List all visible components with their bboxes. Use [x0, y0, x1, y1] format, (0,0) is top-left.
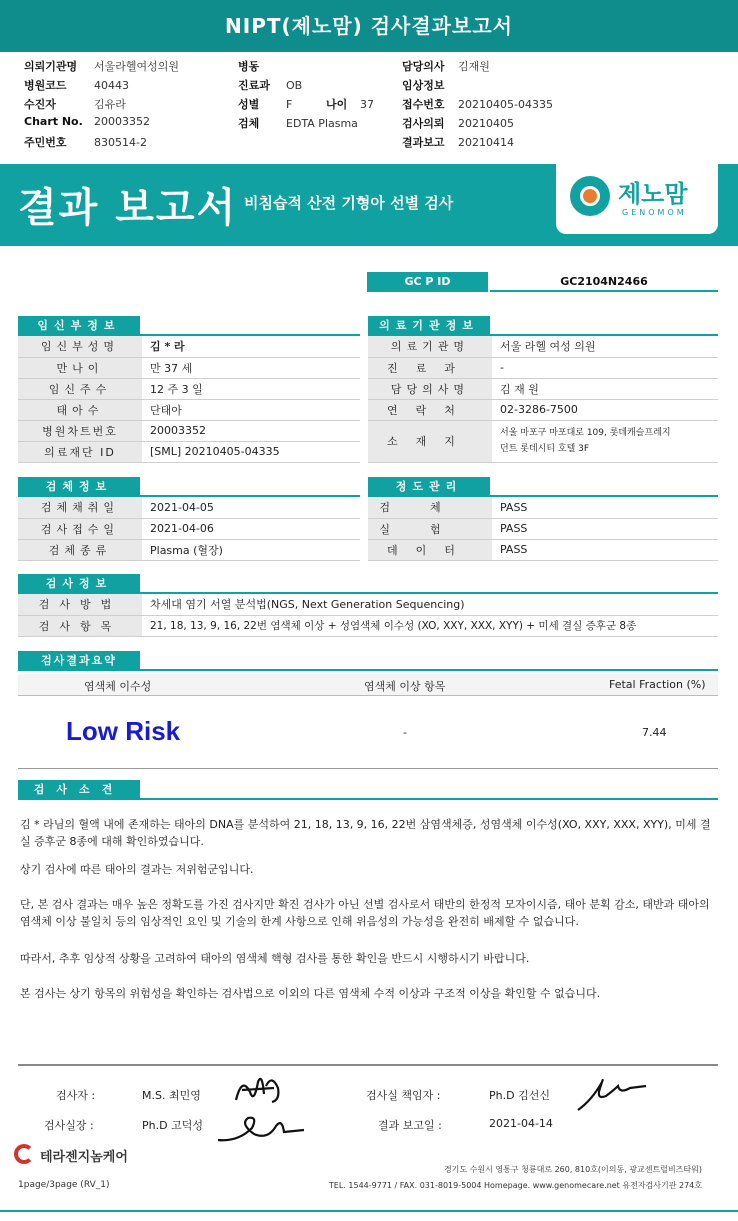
- field-value: 김 재 원: [492, 378, 718, 399]
- field-label: 병원차트번호: [18, 420, 142, 441]
- header-row: [24, 134, 147, 150]
- age-label: 나이: [326, 98, 348, 111]
- header-key: 검체: [238, 117, 260, 130]
- field-label: 연락처: [368, 399, 492, 420]
- field-value: PASS: [492, 497, 718, 518]
- summary-section-tag: 검사결과요약: [18, 651, 140, 671]
- header-row: [238, 115, 358, 131]
- table-row: [368, 357, 718, 378]
- header-key: 검사의뢰: [402, 117, 445, 130]
- field-label: 검체: [368, 497, 492, 518]
- table-row: [18, 420, 360, 441]
- table-row: [18, 594, 718, 615]
- qc-table: [368, 497, 718, 561]
- field-value: 12 주 3 일: [142, 378, 360, 399]
- field-value: 20003352: [142, 420, 360, 441]
- header-value: 40443: [94, 79, 129, 92]
- tester-label: 검사자 :: [56, 1089, 96, 1102]
- field-label: 의료기관명: [368, 336, 492, 357]
- table-row: [368, 399, 718, 420]
- gcpid-label: GC P ID: [367, 272, 488, 292]
- header-row: [402, 96, 553, 112]
- report-date-label: 결과 보고일 :: [378, 1119, 442, 1132]
- table-row: [18, 441, 360, 462]
- table-row: [368, 539, 718, 560]
- header-row-age: [326, 96, 374, 112]
- header-row: [238, 58, 286, 74]
- field-label: 담당의사명: [368, 378, 492, 399]
- table-row: [18, 539, 360, 560]
- header-value: 20210405-04335: [458, 98, 553, 111]
- address-line-1: 서울 마포구 마포대로 109, 롯데캐슬프레지: [500, 428, 671, 438]
- specimen-section-tag: 검체정보: [18, 477, 140, 497]
- qc-section-tag: 정도관리: [368, 477, 490, 497]
- banner-subtitle: 비침습적 산전 기형아 선별 검사: [244, 194, 454, 212]
- institution-table: [368, 336, 718, 463]
- field-value: 2021-04-06: [142, 518, 360, 539]
- bottom-rule: [0, 1210, 738, 1212]
- field-label: 검사접수일: [18, 518, 142, 539]
- finding-paragraph-5: 본 검사는 상기 항목의 위험성을 확인하는 검사법으로 이외의 다른 염색체 수적 이상과 구조적 이상을 확인할 수 없습니다.: [20, 987, 601, 1000]
- age-value: 37: [360, 98, 374, 111]
- header-value: 20210414: [458, 136, 514, 149]
- table-row: [18, 336, 360, 357]
- footer-contact-line: TEL. 1544-9771 / FAX. 031-8019-5004 Homepage. www.genomecare.net 유전자검사기관 274호: [328, 1181, 702, 1190]
- field-label: 의료재단 ID: [18, 441, 142, 462]
- field-value: 만 37 세: [142, 357, 360, 378]
- findings-section-tag: 검사소견: [18, 780, 140, 800]
- specimen-table: [18, 497, 360, 561]
- header-value: 830514-2: [94, 136, 147, 149]
- lab-head-label: 검사실 책임자 :: [366, 1089, 441, 1102]
- header-value: EDTA Plasma: [286, 117, 358, 130]
- header-key: 진료과: [238, 79, 270, 92]
- table-row: [18, 399, 360, 420]
- field-value: [SML] 20210405-04335: [142, 441, 360, 462]
- field-label: 만나이: [18, 357, 142, 378]
- header-key: 성별: [238, 98, 260, 111]
- header-value: 서울라헬여성의원: [94, 60, 180, 73]
- field-label: 진료과: [368, 357, 492, 378]
- table-row: [368, 518, 718, 539]
- field-value: -: [492, 357, 718, 378]
- field-value: [492, 420, 718, 462]
- field-label: 검사방법: [18, 594, 142, 615]
- finding-paragraph-3: 단, 본 검사 결과는 매우 높은 정확도를 가진 검사지만 확진 검사가 아닌 선별 검사로서 태반의 한정적 모자이시즘, 태아 분획 감소, 태반과 태아의 염색체 이상 불일치 등의 임상적인 요인 및 기술의 한계 사항으로 인해 위음성의 가능성을 완전히 배제할 수 없습니다.: [20, 898, 710, 928]
- banner-title: 결과 보고서: [18, 185, 238, 231]
- field-label: 실험: [368, 518, 492, 539]
- section-divider: [18, 669, 718, 671]
- field-value: PASS: [492, 539, 718, 560]
- header-key: 접수번호: [402, 98, 445, 111]
- result-banner: [0, 164, 738, 246]
- field-label: 검체종류: [18, 539, 142, 560]
- footer-address-line: 경기도 수원시 영통구 청룡대로 260, 810호(이의동, 광교센트럴비즈타워): [443, 1165, 702, 1174]
- field-value: 차세대 염기 서열 분석법(NGS, Next Generation Sequencing): [142, 594, 718, 615]
- section-divider: [18, 798, 718, 800]
- header-row: [238, 96, 292, 112]
- logo-mark-inner: [580, 186, 600, 206]
- summary-fetal-fraction-value: 7.44: [642, 726, 667, 739]
- header-row: [402, 115, 514, 131]
- institution-section-tag: 의료기관정보: [368, 316, 490, 336]
- report-title: [0, 0, 738, 52]
- test-info-section-tag: 검사정보: [18, 574, 140, 594]
- result-low-risk: Low Risk: [66, 716, 181, 746]
- field-label: 태아수: [18, 399, 142, 420]
- header-key: 병원코드: [24, 79, 67, 92]
- logo-sub: GENOMOM: [622, 208, 687, 217]
- field-label: 검체채취일: [18, 497, 142, 518]
- field-value: 단태아: [142, 399, 360, 420]
- logo-name: 제노맘: [618, 180, 688, 208]
- table-row: [18, 497, 360, 518]
- header-key: 결과보고: [402, 136, 445, 149]
- patient-table: [18, 336, 360, 463]
- header-row: [24, 77, 129, 93]
- table-row: [18, 615, 718, 636]
- finding-paragraph-1: 김 * 라님의 혈액 내에 존재하는 태아의 DNA를 분석하여 21, 18, 13, 9, 16, 22번 삼염색체증, 성염색체 이수성(XO, XXY, XXX, XYY), 미세 결실 증후군 8종에 대해 확인하였습니다.: [20, 818, 711, 848]
- field-value: Plasma (혈장): [142, 539, 360, 560]
- genomom-logo: [556, 164, 718, 234]
- field-label: 데이터: [368, 539, 492, 560]
- address-line-2: 던트 롯데시티 호텔 3F: [500, 444, 590, 454]
- header-key: 담당의사: [402, 60, 445, 73]
- header-key: 의뢰기관명: [24, 60, 78, 73]
- summary-col-fetal-fraction: Fetal Fraction (%): [609, 678, 706, 691]
- field-label: 소재지: [368, 420, 492, 462]
- header-row: [402, 77, 458, 93]
- header-row: [402, 134, 514, 150]
- header-row: [24, 115, 150, 128]
- summary-abnormal-value: -: [403, 726, 407, 739]
- header-row: [402, 58, 490, 74]
- table-row: [18, 378, 360, 399]
- field-value: PASS: [492, 518, 718, 539]
- table-row: [368, 420, 718, 462]
- header-key: 주민번호: [24, 136, 67, 149]
- field-label: 임신주수: [18, 378, 142, 399]
- table-row: [18, 518, 360, 539]
- summary-col-abnormal: 염색체 이상 항목: [364, 680, 446, 693]
- header-value: 김유라: [94, 98, 126, 111]
- report-title-text: NIPT(제노맘) 검사결과보고서: [225, 14, 513, 38]
- header-value: OB: [286, 79, 303, 92]
- director-label: 검사실장 :: [44, 1119, 94, 1132]
- header-key: 병동: [238, 60, 260, 73]
- header-key: 임상정보: [402, 79, 445, 92]
- header-info: [0, 52, 738, 164]
- page-indicator: 1page/3page (RV_1): [18, 1180, 110, 1190]
- gcpid-value: GC2104N2466: [490, 272, 718, 292]
- header-row: [24, 96, 126, 112]
- table-row: [368, 497, 718, 518]
- logo-mark-icon: [570, 176, 610, 216]
- signature-divider: [18, 1064, 718, 1066]
- table-row: [18, 357, 360, 378]
- header-key: 수진자: [24, 98, 56, 111]
- footer-address: [329, 1162, 702, 1194]
- tester-name: M.S. 최민영: [142, 1089, 201, 1102]
- lab-head-name: Ph.D 김선신: [489, 1089, 550, 1102]
- field-value: 21, 18, 13, 9, 16, 22번 염색체 이상 + 성염색체 이수성 (XO, XXY, XXX, XYY) + 미세 결실 증후군 8종: [142, 615, 718, 636]
- director-name: Ph.D 고덕성: [142, 1119, 203, 1132]
- finding-paragraph-2: 상기 검사에 따른 태아의 결과는 저위험군입니다.: [20, 863, 254, 876]
- lab-head-signature-icon: [572, 1070, 652, 1116]
- patient-section-tag: 임신부정보: [18, 316, 140, 336]
- header-key: Chart No.: [24, 115, 83, 128]
- field-label: 임신부성명: [18, 336, 142, 357]
- finding-paragraph-4: 따라서, 추후 임상적 상황을 고려하여 태아의 염색체 핵형 검사를 통한 확인을 반드시 시행하시기 바랍니다.: [20, 952, 530, 965]
- test-info-table: [18, 594, 718, 637]
- field-value: 02-3286-7500: [492, 399, 718, 420]
- header-value: F: [286, 98, 293, 111]
- terragen-logo-icon: [14, 1144, 34, 1164]
- header-value: 20003352: [94, 115, 150, 128]
- header-value: 20210405: [458, 117, 514, 130]
- field-value: 서울 라헬 여성 의원: [492, 336, 718, 357]
- table-row: [368, 336, 718, 357]
- summary-col-aneuploidy: 염색체 이수성: [84, 680, 152, 693]
- field-value: 김 * 라: [142, 336, 360, 357]
- field-value: 2021-04-05: [142, 497, 360, 518]
- field-label: 검사항목: [18, 615, 142, 636]
- header-value: 김재원: [458, 60, 490, 73]
- header-row: [24, 58, 179, 74]
- summary-divider: [18, 768, 718, 769]
- report-date-value: 2021-04-14: [489, 1117, 553, 1130]
- director-signature-icon: [212, 1104, 312, 1148]
- table-row: [368, 378, 718, 399]
- company-name: 테라젠지놈케어: [40, 1150, 128, 1165]
- header-row: [238, 77, 302, 93]
- summary-header: [18, 674, 718, 696]
